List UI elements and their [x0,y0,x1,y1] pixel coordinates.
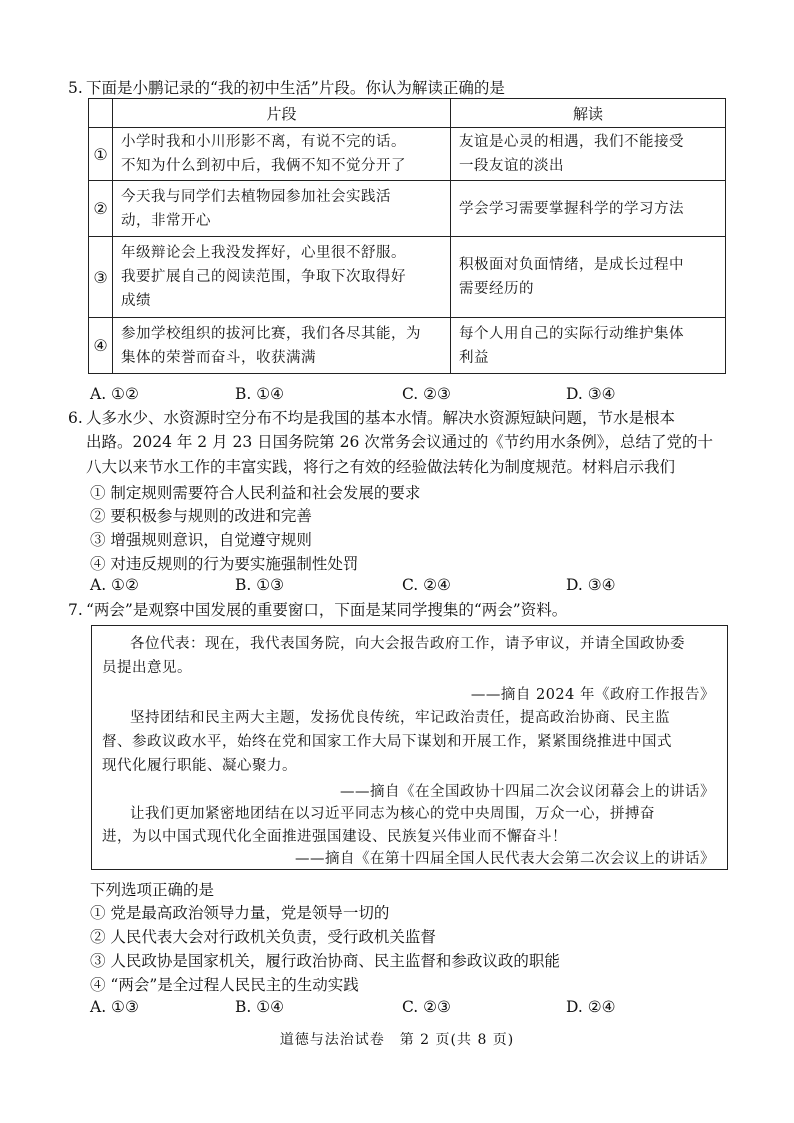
option-b[interactable]: B. ①④ [235,998,285,1016]
cell-line: 我要扩展自己的阅读范围，争取下次取得好 [121,269,406,285]
table-header-row [89,99,726,128]
statement-item: ④ 对违反规则的行为要实施强制性处罚 [90,555,359,573]
table-row [89,237,726,318]
cell-line: 利益 [459,349,489,366]
interpretation-cell [451,237,726,318]
cell-line: 需要经历的 [459,281,534,297]
material-source: ——摘自《在第十四届全国人民代表大会第二次会议上的讲话》 [295,851,715,867]
material-line: 现代化履行职能、凝心聚力。 [102,758,297,774]
cell-line: 参加学校组织的拔河比赛，我们各尽其能，为 [121,325,421,342]
statement-item: ① 党是最高政治领导力量，党是领导一切的 [90,904,390,922]
option-d[interactable]: D. ③④ [566,385,616,403]
question-text: “两会”是观察中国发展的重要窗口，下面是某同学搜集的“两会”资料。 [86,601,568,619]
question-6-options [90,576,730,598]
row-index: ① [89,128,113,181]
question-7-options [90,998,730,1020]
table-row [89,181,726,237]
cell-line: 友谊是心灵的相遇，我们不能接受 [459,134,684,150]
table-row [89,128,726,181]
segment-cell [113,181,451,237]
question-6-stem-line2: 出路。2024 年 2 月 23 日国务院第 26 次常务会议通过的《节约用水条例》，总结了党的十 [86,433,713,451]
option-b[interactable]: B. ①④ [235,385,285,403]
question-7-stem [68,599,567,622]
cell-line: 学会学习需要掌握科学的学习方法 [459,200,684,217]
question-5-options [90,385,730,407]
cell-line: 每个人用自己的实际行动维护集体 [459,325,684,342]
cell-line: 集体的荣誉而奋斗，收获满满 [121,349,316,366]
statement-item: ① 制定规则需要符合人民利益和社会发展的要求 [90,484,421,502]
segment-cell [113,318,451,374]
question-7-prompt: 下列选项正确的是 [90,881,215,899]
option-a[interactable]: A. ①② [90,385,139,403]
cell-line: 年级辩论会上我没发挥好，心里很不舒服。 [121,245,406,261]
material-line: 各位代表：现在，我代表国务院，向大会报告政府工作，请予审议，并请全国政协委 [130,636,685,652]
material-line: 坚持团结和民主两大主题，发扬优良传统，牢记政治责任，提高政治协商、民主监 [130,710,670,726]
question-6-stem-line3: 八大以来节水工作的丰富实践，将行之有效的经验做法转化为制度规范。材料启示我们 [86,458,676,476]
cell-line: 今天我与同学们去植物园参加社会实践活 [121,188,391,205]
question-5-stem [68,77,505,100]
page-footer: 道德与法治试卷 第 2 页(共 8 页) [279,1032,515,1048]
option-b[interactable]: B. ①③ [235,576,285,594]
table-header-corner [89,99,113,128]
material-box [91,625,728,870]
statement-item: ④ “两会”是全过程人民民主的生动实践 [90,976,359,994]
segment-cell [113,128,451,181]
option-d[interactable]: D. ②④ [566,998,616,1016]
statement-item: ② 要积极参与规则的改进和完善 [90,507,312,525]
question-5-table [88,98,726,374]
cell-line: 成绩 [121,293,151,309]
option-c[interactable]: C. ②③ [402,998,451,1016]
cell-line: 一段友谊的淡出 [459,158,564,174]
option-d[interactable]: D. ③④ [566,576,616,594]
row-index: ④ [89,318,113,374]
material-line: 督、参政议政水平，始终在党和国家工作大局下谋划和开展工作，紧紧围绕推进中国式 [102,734,672,750]
question-text: 下面是小鹏记录的“我的初中生活”片段。你认为解读正确的是 [86,79,505,97]
cell-line: 不知为什么到初中后，我俩不知不觉分开了 [121,158,406,174]
cell-line: 积极面对负面情绪，是成长过程中 [459,257,684,273]
option-a[interactable]: A. ①② [90,576,139,594]
interpretation-cell [451,128,726,181]
statement-item: ③ 人民政协是国家机关，履行政治协商、民主监督和参政议政的职能 [90,952,560,970]
material-line: 让我们更加紧密地团结在以习近平同志为核心的党中央周围，万众一心，拼搏奋 [130,806,655,822]
table-header-interpretation: 解读 [451,99,726,128]
option-c[interactable]: C. ②③ [402,385,451,403]
material-source: ——摘自《在全国政协十四届二次会议闭幕会上的讲话》 [340,784,715,800]
option-c[interactable]: C. ②④ [402,576,451,594]
row-index: ③ [89,237,113,318]
interpretation-cell [451,181,726,237]
statement-item: ③ 增强规则意识，自觉遵守规则 [90,531,312,549]
question-6-stem-line1 [68,407,675,430]
material-source: ——摘自 2024 年《政府工作报告》 [470,687,715,703]
question-text: 人多水少、水资源时空分布不均是我国的基本水情。解决水资源短缺问题，节水是根本 [86,409,676,427]
material-line: 进，为以中国式现代化全面推进强国建设、民族复兴伟业而不懈奋斗！ [102,829,567,845]
material-line: 员提出意见。 [102,660,192,676]
question-number: 5. [68,79,83,97]
table-row [89,318,726,374]
row-index: ② [89,181,113,237]
segment-cell [113,237,451,318]
question-number: 7. [68,601,83,619]
statement-item: ② 人民代表大会对行政机关负责，受行政机关监督 [90,928,436,946]
cell-line: 小学时我和小川形影不离，有说不完的话。 [121,134,406,150]
cell-line: 动，非常开心 [121,212,211,229]
option-a[interactable]: A. ①③ [90,998,139,1016]
question-number: 6. [68,409,83,427]
table-header-segment: 片段 [113,99,451,128]
interpretation-cell [451,318,726,374]
